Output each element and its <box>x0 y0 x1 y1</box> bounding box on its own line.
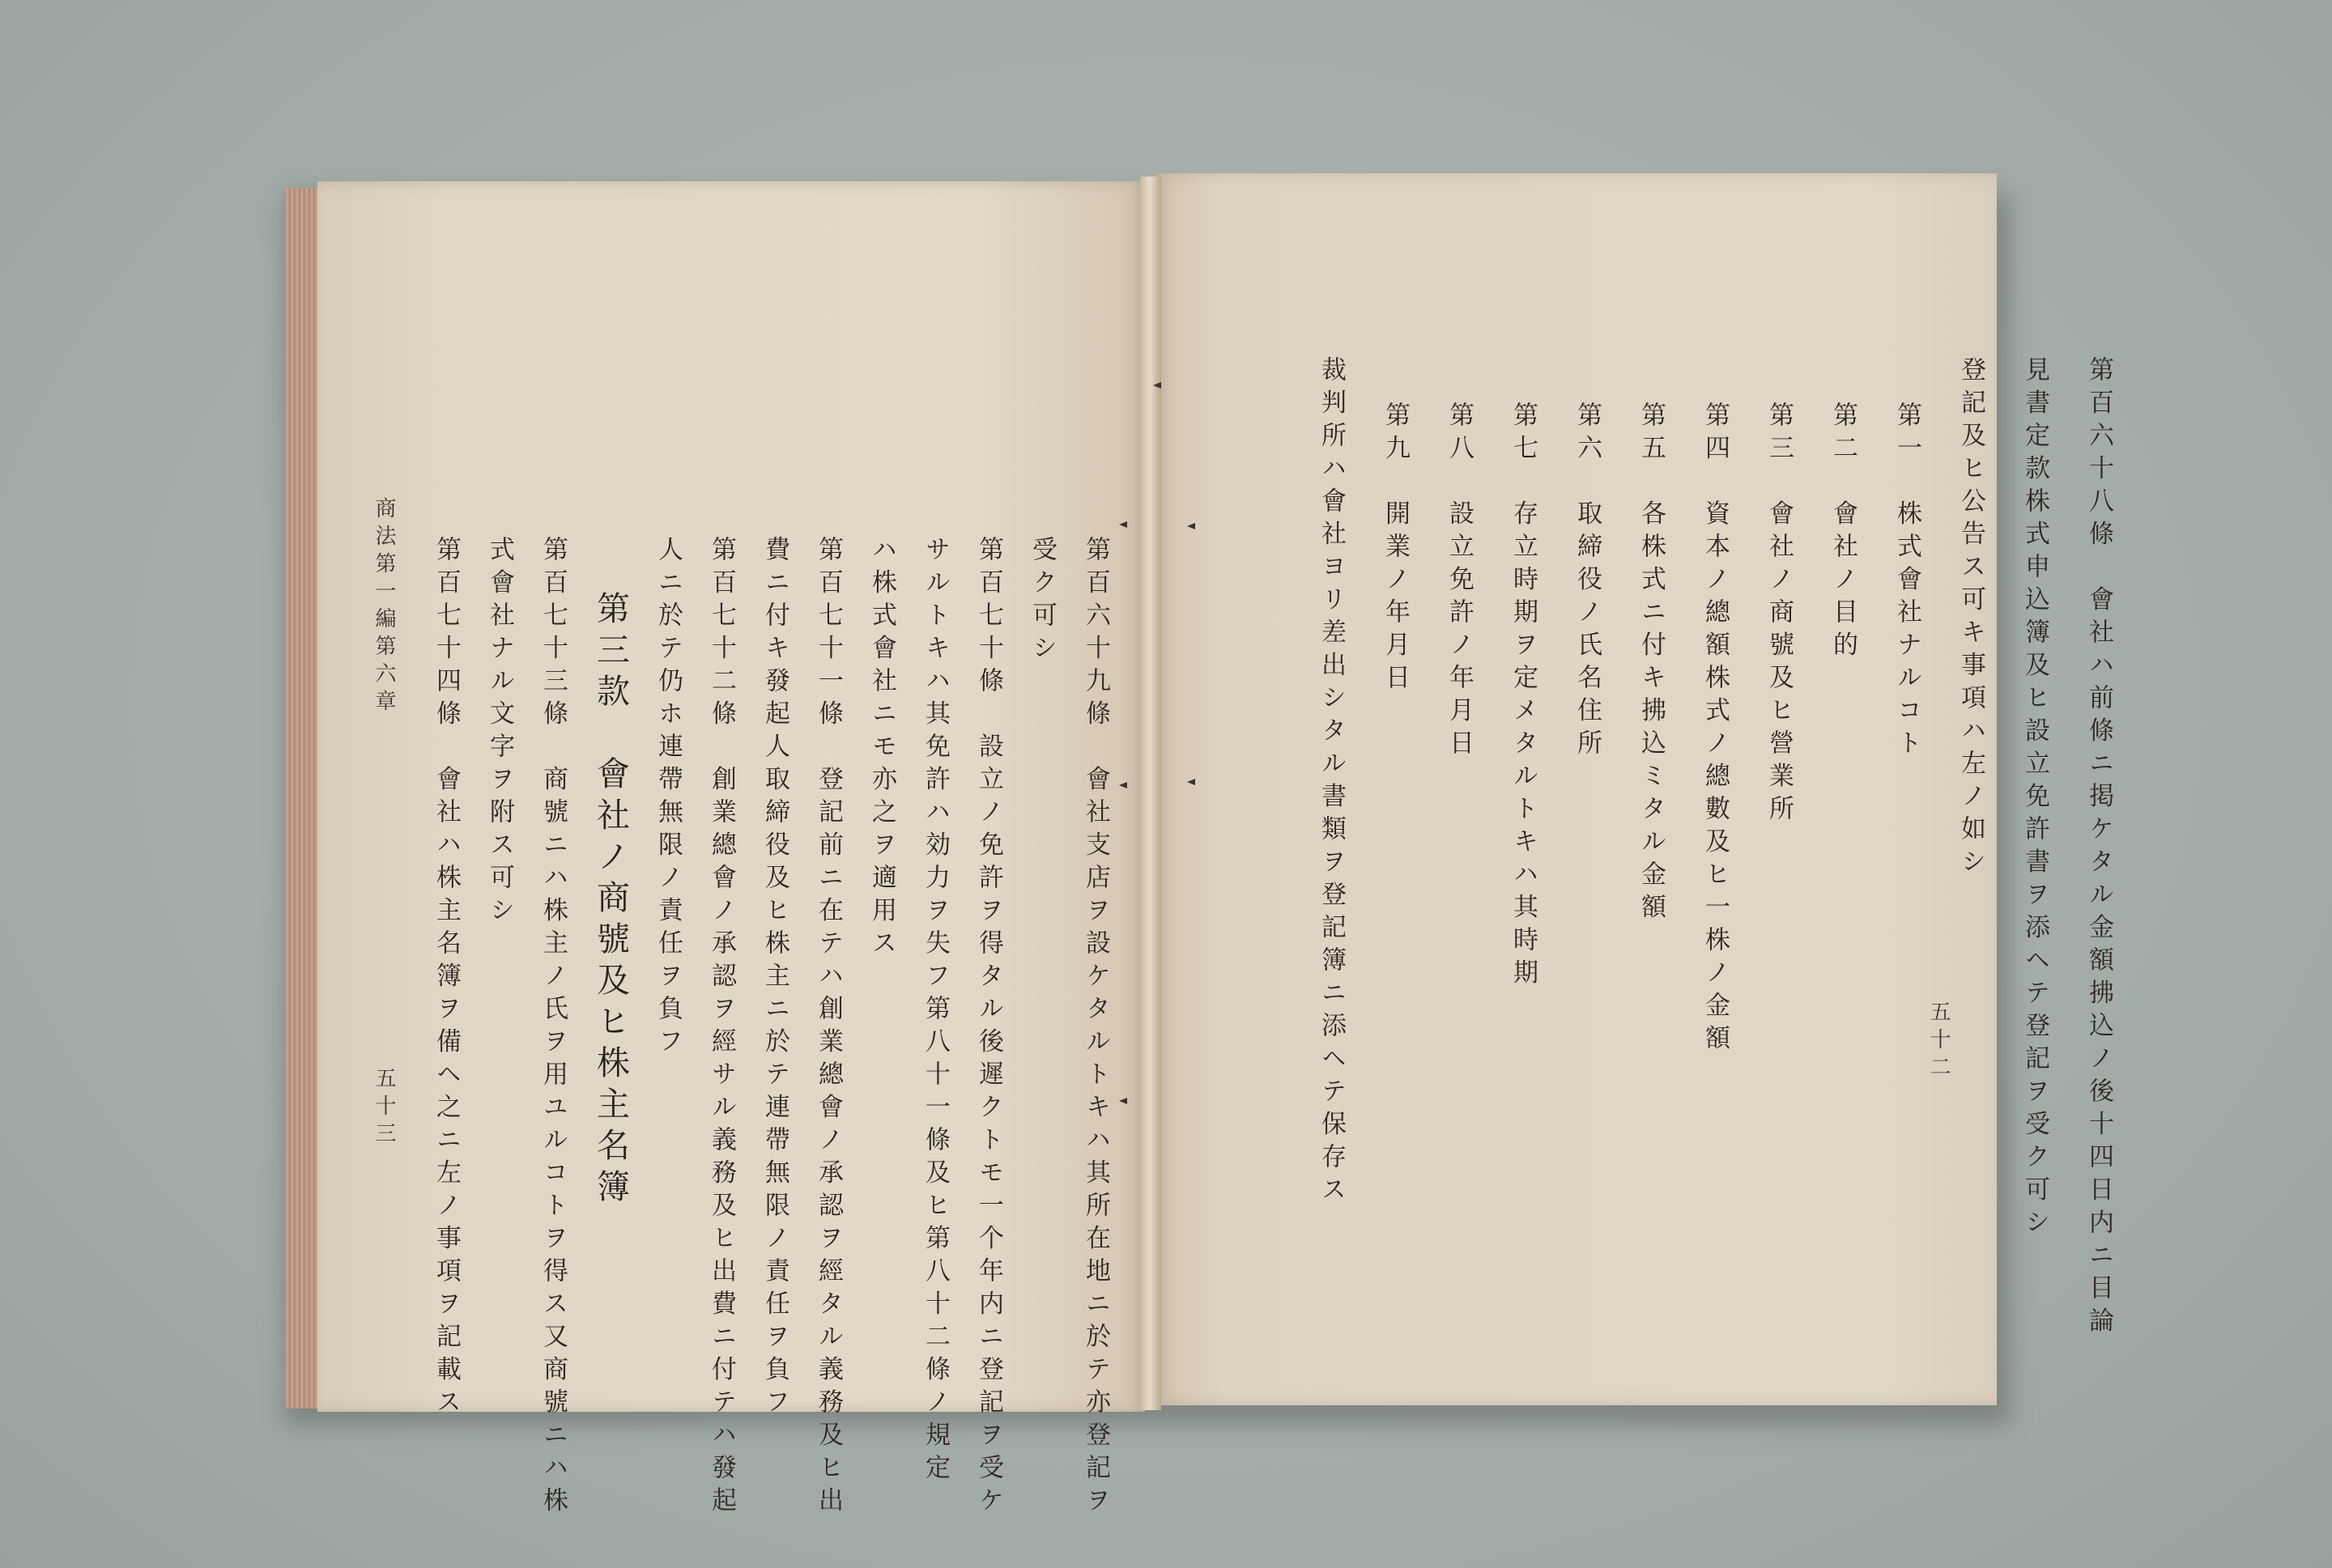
text-column: 費ニ付キ發起人取締役及ヒ株主ニ於テ連帶無限ノ責任ヲ負フ <box>760 536 789 1421</box>
text-column: 裁判所ハ會社ヨリ差出シタル書類ヲ登記簿ニ添ヘテ保存ス <box>1317 356 1346 1209</box>
text-column: 第百七十條 設立ノ免許ヲ得タル後遲クトモ一个年内ニ登記ヲ受ケ <box>974 536 1003 1519</box>
text-column: 見書定款株式申込簿及ヒ設立免許書ヲ添ヘテ登記ヲ受ク可シ <box>2020 356 2049 1242</box>
text-column: 第九 開業ノ年月日 <box>1381 402 1410 697</box>
page-number-left: 五十三 <box>372 1067 396 1149</box>
right-page-text <box>1279 356 2111 1340</box>
text-column: 第五 各株式ニ付キ拂込ミタル金額 <box>1636 402 1666 926</box>
text-column: 第四 資本ノ總額株式ノ總數及ヒ一株ノ金額 <box>1700 402 1730 1057</box>
book-gutter <box>1140 176 1161 1410</box>
text-column: サルトキハ其免許ハ効力ヲ失フ第八十一條及ヒ第八十二條ノ規定 <box>921 536 950 1487</box>
text-column: 第百六十九條 會社支店ヲ設ケタルトキハ其所在地ニ於テ亦登記ヲ <box>1081 536 1110 1519</box>
text-column: 第二 會社ノ目的 <box>1828 402 1858 664</box>
left-page-text <box>405 356 1108 1519</box>
text-column: 第一 株式會社ナルコト <box>1892 402 1921 763</box>
text-column: 登記及ヒ公告ス可キ事項ハ左ノ如シ <box>1956 356 1985 881</box>
running-header: 商法第一編第六章 <box>372 497 396 717</box>
text-column: 第七 存立時期ヲ定メタルトキハ其時期 <box>1509 402 1538 992</box>
text-column: 第百七十四條 會社ハ株主名簿ヲ備ヘ之ニ左ノ事項ヲ記載ス <box>432 536 461 1421</box>
text-column: 式會社ナル文字ヲ附ス可シ <box>485 536 514 929</box>
text-column: 人ニ於テ仍ホ連帶無限ノ責任ヲ負フ <box>653 536 683 1060</box>
text-column: 第六 取締役ノ氏名住所 <box>1572 402 1602 763</box>
text-column: 第八 設立免許ノ年月日 <box>1445 402 1474 763</box>
text-column: 第百七十一條 登記前ニ在テハ創業總會ノ承認ヲ經タル義務及ヒ出 <box>814 536 843 1519</box>
text-column: 第三 會社ノ商號及ヒ營業所 <box>1764 402 1794 828</box>
page-number-right: 五十二 <box>1926 1001 1951 1083</box>
text-column: ハ株式會社ニモ亦之ヲ適用ス <box>867 536 896 962</box>
text-column: 第百七十二條 創業總會ノ承認ヲ經サル義務及ヒ出費ニ付テハ發起 <box>707 536 736 1519</box>
section-heading: 第三款 會社ノ商號及ヒ株主名簿 <box>591 591 630 1210</box>
text-column: 第百六十八條 會社ハ前條ニ掲ケタル金額拂込ノ後十四日内ニ目論 <box>2084 356 2113 1340</box>
text-column: 受ク可シ <box>1028 536 1057 667</box>
text-column: 第百七十三條 商號ニハ株主ノ氏ヲ用ユルコトヲ得ス又商號ニハ株 <box>538 536 568 1519</box>
